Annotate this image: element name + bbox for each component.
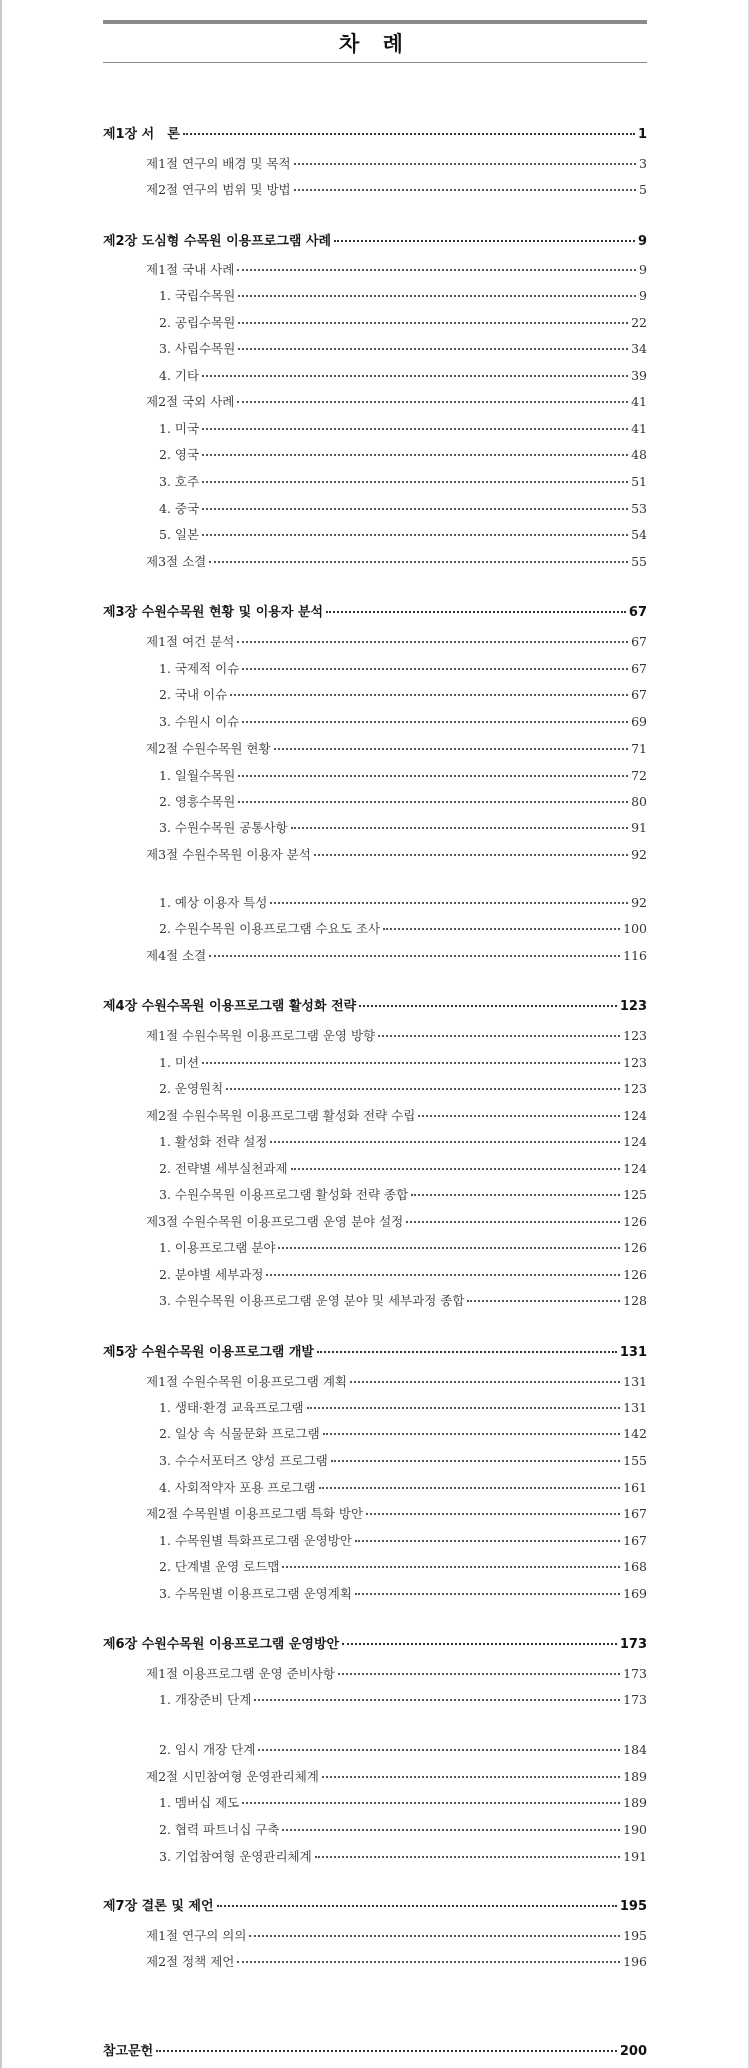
- toc-entry-label: 2. 운영원칙: [159, 1081, 224, 1096]
- toc-section-entry: [146, 1767, 647, 1787]
- dot-leader: [226, 1078, 620, 1090]
- dot-leader: [342, 1633, 617, 1645]
- dot-leader: [242, 711, 628, 723]
- toc-chapter-entry: [103, 601, 647, 621]
- title-rule-bottom: [103, 62, 647, 63]
- dot-leader: [319, 1477, 620, 1489]
- toc-subsection-entry: [159, 1531, 647, 1551]
- toc-entry-label: 1. 생태·환경 교육프로그램: [159, 1400, 304, 1415]
- dot-leader: [282, 1556, 620, 1568]
- toc-entry-page-number: 9: [639, 262, 647, 277]
- toc-entry-label: 2. 영국: [159, 447, 200, 462]
- dot-leader: [383, 918, 620, 930]
- dot-leader: [366, 1503, 620, 1515]
- toc-chapter-entry: [103, 1633, 647, 1653]
- toc-section-entry: [146, 552, 647, 572]
- toc-entry-label: 2. 전략별 세부실천과제: [159, 1161, 288, 1176]
- toc-entry-page-number: 54: [631, 527, 647, 542]
- toc-entry-label: 2. 임시 개장 단계: [159, 1742, 256, 1757]
- dot-leader: [217, 1895, 617, 1907]
- toc-entry-label: 제2절 수목원별 이용프로그램 특화 방안: [146, 1506, 364, 1521]
- toc-entry-page-number: 5: [639, 182, 647, 197]
- toc-entry-page-number: 67: [631, 634, 647, 649]
- toc-section-entry: [146, 1664, 647, 1684]
- toc-subsection-entry: [159, 366, 647, 386]
- toc-entry-label: 제3절 소결: [146, 554, 207, 569]
- toc-section-entry: [146, 946, 647, 966]
- toc-entry-label: 제3장 수원수목원 현황 및 이용자 분석: [103, 605, 324, 620]
- toc-chapter-entry: [103, 1895, 647, 1915]
- toc-entry-label: 3. 수수서포터즈 양성 프로그램: [159, 1453, 328, 1468]
- toc-entry-page-number: 123: [619, 999, 647, 1014]
- toc-entry-label: 제1절 수원수목원 이용프로그램 계획: [146, 1374, 347, 1389]
- dot-leader: [270, 892, 628, 904]
- toc-subsection-entry: [159, 472, 647, 492]
- toc-entry-page-number: 128: [623, 1293, 647, 1308]
- dot-leader: [294, 179, 636, 191]
- dot-leader: [355, 1583, 620, 1595]
- dot-leader: [350, 1371, 620, 1383]
- toc-entry-page-number: 67: [631, 687, 647, 702]
- toc-entry-label: 3. 사립수목원: [159, 341, 236, 356]
- toc-entry-page-number: 41: [631, 394, 647, 409]
- dot-leader: [238, 791, 628, 803]
- toc-subsection-entry: [159, 1185, 647, 1205]
- toc-subsection-entry: [159, 1132, 647, 1152]
- toc-entry-label: 제1절 이용프로그램 운영 준비사항: [146, 1666, 335, 1681]
- dot-leader: [331, 1450, 620, 1462]
- toc-section-entry: [146, 1106, 647, 1126]
- toc-entry-label: 제3절 수원수목원 이용자 분석: [146, 847, 311, 862]
- title-rule-top: [103, 20, 647, 24]
- toc-entry-page-number: 124: [623, 1108, 647, 1123]
- toc-subsection-entry: [159, 1291, 647, 1311]
- dot-leader: [323, 1423, 620, 1435]
- toc-subsection-entry: [159, 1159, 647, 1179]
- toc-entry-page-number: 142: [623, 1426, 647, 1441]
- toc-entry-label: 2. 일상 속 식물문화 프로그램: [159, 1426, 320, 1441]
- toc-entry-page-number: 196: [623, 1954, 647, 1969]
- toc-subsection-entry: [159, 1584, 647, 1604]
- dot-leader: [334, 230, 635, 242]
- toc-section-entry: [146, 845, 647, 865]
- toc-entry-page-number: 71: [631, 741, 647, 756]
- dot-leader: [238, 765, 628, 777]
- toc-entry-page-number: 131: [619, 1345, 647, 1360]
- dot-leader: [355, 1530, 620, 1542]
- dot-leader: [242, 1792, 620, 1804]
- toc-entry-page-number: 91: [631, 820, 647, 835]
- toc-entry-page-number: 3: [639, 156, 647, 171]
- toc-subsection-entry: [159, 286, 647, 306]
- toc-entry-page-number: 190: [623, 1822, 647, 1837]
- toc-entry-page-number: 161: [623, 1480, 647, 1495]
- toc-entry-page-number: 189: [623, 1795, 647, 1810]
- toc-entry-page-number: 41: [631, 421, 647, 436]
- toc-entry-label: 제2절 연구의 범위 및 방법: [146, 182, 291, 197]
- dot-leader: [266, 1264, 620, 1276]
- toc-entry-label: 1. 예상 이용자 특성: [159, 895, 268, 910]
- dot-leader: [237, 631, 628, 643]
- dot-leader: [315, 1846, 620, 1858]
- toc-entry-page-number: 173: [619, 1637, 647, 1652]
- toc-entry-label: 1. 미션: [159, 1055, 200, 1070]
- dot-leader: [326, 601, 626, 613]
- toc-entry-page-number: 53: [631, 501, 647, 516]
- dot-leader: [254, 1689, 620, 1701]
- toc-entry-label: 1. 국제적 이슈: [159, 661, 240, 676]
- toc-entry-label: 2. 영흥수목원: [159, 794, 236, 809]
- toc-subsection-entry: [159, 1265, 647, 1285]
- toc-entry-page-number: 116: [623, 948, 647, 963]
- toc-subsection-entry: [159, 1451, 647, 1471]
- toc-chapter-entry: [103, 123, 647, 143]
- dot-leader: [282, 1819, 620, 1831]
- dot-leader: [202, 471, 628, 483]
- toc-entry-page-number: 125: [623, 1187, 647, 1202]
- toc-subsection-entry: [159, 659, 647, 679]
- toc-entry-page-number: 169: [623, 1586, 647, 1601]
- toc-entry-page-number: 126: [623, 1267, 647, 1282]
- toc-entry-label: 제1절 여건 분석: [146, 634, 235, 649]
- toc-entry-label: 제3절 수원수목원 이용프로그램 운영 분야 설정: [146, 1214, 404, 1229]
- toc-subsection-entry: [159, 766, 647, 786]
- toc-entry-page-number: 34: [631, 341, 647, 356]
- toc-subsection-entry: [159, 1053, 647, 1073]
- toc-subsection-entry: [159, 445, 647, 465]
- dot-leader: [249, 1925, 620, 1937]
- toc-entry-page-number: 126: [623, 1214, 647, 1229]
- toc-entry-page-number: 9: [639, 288, 647, 303]
- toc-entry-page-number: 123: [623, 1081, 647, 1096]
- toc-section-entry: [146, 154, 647, 174]
- dot-leader: [359, 995, 617, 1007]
- dot-leader: [307, 1397, 621, 1409]
- dot-leader: [202, 498, 628, 510]
- toc-subsection-entry: [159, 685, 647, 705]
- toc-section-entry: [146, 632, 647, 652]
- toc-entry-label: 제2절 수원수목원 이용프로그램 활성화 전략 수립: [146, 1108, 416, 1123]
- toc-entry-page-number: 51: [631, 474, 647, 489]
- toc-section-entry: [146, 1504, 647, 1524]
- toc-entry-label: 제7장 결론 및 제언: [103, 1899, 214, 1914]
- toc-entry-label: 제1장 서 론: [103, 127, 180, 142]
- dot-leader: [274, 738, 629, 750]
- toc-subsection-entry: [159, 1847, 647, 1867]
- toc-entry-label: 제2장 도심형 수목원 이용프로그램 사례: [103, 234, 332, 249]
- toc-entry-page-number: 48: [631, 447, 647, 462]
- toc-entry-page-number: 195: [619, 1899, 647, 1914]
- toc-entry-label: 제2절 시민참여형 운영관리체계: [146, 1769, 319, 1784]
- toc-entry-label: 3. 수목원별 이용프로그램 운영계획: [159, 1586, 352, 1601]
- toc-chapter-entry: [103, 995, 647, 1015]
- toc-entry-label: 3. 기업참여형 운영관리체계: [159, 1849, 312, 1864]
- dot-leader: [209, 551, 628, 563]
- toc-entry-label: 2. 단계별 운영 로드맵: [159, 1559, 280, 1574]
- toc-entry-page-number: 80: [631, 794, 647, 809]
- dot-leader: [230, 684, 628, 696]
- toc-section-entry: [146, 1926, 647, 1946]
- toc-entry-page-number: 55: [631, 554, 647, 569]
- toc-entry-page-number: 184: [623, 1742, 647, 1757]
- toc-entry-page-number: 173: [623, 1692, 647, 1707]
- toc-entry-label: 1. 국립수목원: [159, 288, 236, 303]
- toc-entry-label: 3. 수원수목원 공통사항: [159, 820, 288, 835]
- toc-subsection-entry: [159, 1398, 647, 1418]
- toc-subsection-entry: [159, 1557, 647, 1577]
- toc-entry-label: 3. 수원시 이슈: [159, 714, 240, 729]
- toc-subsection-entry: [159, 499, 647, 519]
- dot-leader: [183, 123, 635, 135]
- toc-entry-label: 2. 협력 파트너십 구축: [159, 1822, 280, 1837]
- toc-entry-page-number: 195: [623, 1928, 647, 1943]
- toc-entry-label: 4. 사회적약자 포용 프로그램: [159, 1480, 316, 1495]
- dot-leader: [237, 391, 628, 403]
- toc-entry-page-number: 167: [623, 1506, 647, 1521]
- dot-leader: [317, 1341, 617, 1353]
- toc-section-entry: [146, 1212, 647, 1232]
- toc-subsection-entry: [159, 1740, 647, 1760]
- toc-entry-page-number: 131: [623, 1400, 647, 1415]
- toc-entry-page-number: 191: [623, 1849, 647, 1864]
- toc-subsection-entry: [159, 1238, 647, 1258]
- toc-entry-label: 제4장 수원수목원 이용프로그램 활성화 전략: [103, 999, 357, 1014]
- toc-entry-label: 제2절 수원수목원 현황: [146, 741, 271, 756]
- toc-entry-label: 제5장 수원수목원 이용프로그램 개발: [103, 1345, 314, 1360]
- dot-leader: [242, 658, 628, 670]
- toc-entry-label: 3. 호주: [159, 474, 200, 489]
- toc-subsection-entry: [159, 1690, 647, 1710]
- toc-section-entry: [146, 260, 647, 280]
- dot-leader: [411, 1184, 620, 1196]
- dot-leader: [314, 844, 628, 856]
- toc-entry-label: 제4절 소결: [146, 948, 207, 963]
- toc-chapter-entry: [103, 1341, 647, 1361]
- toc-entry-label: 2. 분야별 세부과정: [159, 1267, 264, 1282]
- dot-leader: [202, 418, 628, 430]
- dot-leader: [406, 1211, 620, 1223]
- dot-leader: [156, 2040, 617, 2052]
- toc-subsection-entry: [159, 419, 647, 439]
- toc-entry-label: 1. 일월수목원: [159, 768, 236, 783]
- toc-entry-label: 3. 수원수목원 이용프로그램 활성화 전략 종합: [159, 1187, 409, 1202]
- dot-leader: [467, 1290, 620, 1302]
- toc-entry-label: 2. 공립수목원: [159, 315, 236, 330]
- dot-leader: [238, 338, 628, 350]
- toc-entry-label: 2. 국내 이슈: [159, 687, 228, 702]
- toc-subsection-entry: [159, 1478, 647, 1498]
- dot-leader: [202, 365, 628, 377]
- toc-entry-page-number: 67: [628, 605, 647, 620]
- dot-leader: [378, 1025, 620, 1037]
- toc-entry-page-number: 200: [619, 2044, 647, 2059]
- toc-entry-page-number: 39: [631, 368, 647, 383]
- dot-leader: [237, 1951, 620, 1963]
- toc-subsection-entry: [159, 792, 647, 812]
- toc-entry-page-number: 131: [623, 1374, 647, 1389]
- dot-leader: [202, 524, 628, 536]
- toc-entry-page-number: 126: [623, 1240, 647, 1255]
- toc-entry-label: 제1절 연구의 배경 및 목적: [146, 156, 291, 171]
- toc-entry-label: 1. 수목원별 특화프로그램 운영방안: [159, 1533, 352, 1548]
- toc-subsection-entry: [159, 313, 647, 333]
- dot-leader: [202, 1052, 620, 1064]
- toc-subsection-entry: [159, 339, 647, 359]
- toc-entry-page-number: 173: [623, 1666, 647, 1681]
- toc-entry-page-number: 123: [623, 1028, 647, 1043]
- dot-leader: [209, 945, 620, 957]
- dot-leader: [258, 1739, 620, 1751]
- toc-section-entry: [146, 1026, 647, 1046]
- toc-subsection-entry: [159, 712, 647, 732]
- toc-subsection-entry: [159, 893, 647, 913]
- toc-entry-label: 1. 활성화 전략 설정: [159, 1134, 268, 1149]
- toc-entry-label: 제1절 연구의 의의: [146, 1928, 247, 1943]
- toc-entry-page-number: 168: [623, 1559, 647, 1574]
- toc-section-entry: [146, 739, 647, 759]
- toc-entry-label: 제6장 수원수목원 이용프로그램 운영방안: [103, 1637, 340, 1652]
- dot-leader: [238, 312, 628, 324]
- toc-subsection-entry: [159, 1079, 647, 1099]
- toc-entry-page-number: 1: [637, 127, 647, 142]
- dot-leader: [202, 444, 628, 456]
- toc-entry-page-number: 9: [637, 234, 647, 249]
- toc-entry-label: 1. 미국: [159, 421, 200, 436]
- toc-section-entry: [146, 1952, 647, 1972]
- toc-subsection-entry: [159, 1424, 647, 1444]
- toc-subsection-entry: [159, 818, 647, 838]
- toc-section-entry: [146, 180, 647, 200]
- toc-entry-page-number: 92: [631, 895, 647, 910]
- toc-entry-label: 참고문헌: [103, 2044, 154, 2059]
- toc-entry-label: 4. 기타: [159, 368, 200, 383]
- dot-leader: [278, 1237, 620, 1249]
- toc-entry-label: 제2절 정책 제언: [146, 1954, 235, 1969]
- toc-entry-label: 1. 멤버십 제도: [159, 1795, 240, 1810]
- dot-leader: [238, 285, 636, 297]
- toc-entry-label: 1. 이용프로그램 분야: [159, 1240, 276, 1255]
- toc-entry-page-number: 72: [631, 768, 647, 783]
- toc-entry-page-number: 123: [623, 1055, 647, 1070]
- toc-entry-page-number: 124: [623, 1134, 647, 1149]
- toc-entry-label: 2. 수원수목원 이용프로그램 수요도 조사: [159, 921, 381, 936]
- toc-subsection-entry: [159, 1820, 647, 1840]
- toc-entry-label: 3. 수원수목원 이용프로그램 운영 분야 및 세부과정 종합: [159, 1293, 465, 1308]
- toc-entry-page-number: 22: [631, 315, 647, 330]
- toc-entry-label: 1. 개장준비 단계: [159, 1692, 252, 1707]
- dot-leader: [418, 1105, 620, 1117]
- dot-leader: [294, 153, 636, 165]
- toc-entry-label: 제2절 국외 사례: [146, 394, 235, 409]
- page-left-border: [0, 0, 2, 2068]
- dot-leader: [237, 259, 636, 271]
- dot-leader: [322, 1766, 620, 1778]
- dot-leader: [291, 1158, 621, 1170]
- toc-entry-page-number: 124: [623, 1161, 647, 1176]
- toc-entry-page-number: 167: [623, 1533, 647, 1548]
- toc-entry-page-number: 189: [623, 1769, 647, 1784]
- dot-leader: [270, 1131, 620, 1143]
- toc-chapter-entry: [103, 230, 647, 250]
- toc-subsection-entry: [159, 919, 647, 939]
- toc-section-entry: [146, 392, 647, 412]
- toc-entry-label: 5. 일본: [159, 527, 200, 542]
- toc-entry-page-number: 155: [623, 1453, 647, 1468]
- page-title: 차 례: [339, 32, 411, 56]
- dot-leader: [338, 1663, 620, 1675]
- toc-entry-page-number: 69: [631, 714, 647, 729]
- toc-entry-label: 제1절 국내 사례: [146, 262, 235, 277]
- toc-entry-label: 4. 중국: [159, 501, 200, 516]
- toc-subsection-entry: [159, 1793, 647, 1813]
- dot-leader: [291, 817, 629, 829]
- toc-entry-page-number: 67: [631, 661, 647, 676]
- toc-entry-page-number: 100: [623, 921, 647, 936]
- toc-subsection-entry: [159, 525, 647, 545]
- toc-chapter-entry: [103, 2040, 647, 2060]
- toc-section-entry: [146, 1372, 647, 1392]
- toc-entry-page-number: 92: [631, 847, 647, 862]
- toc-entry-label: 제1절 수원수목원 이용프로그램 운영 방향: [146, 1028, 376, 1043]
